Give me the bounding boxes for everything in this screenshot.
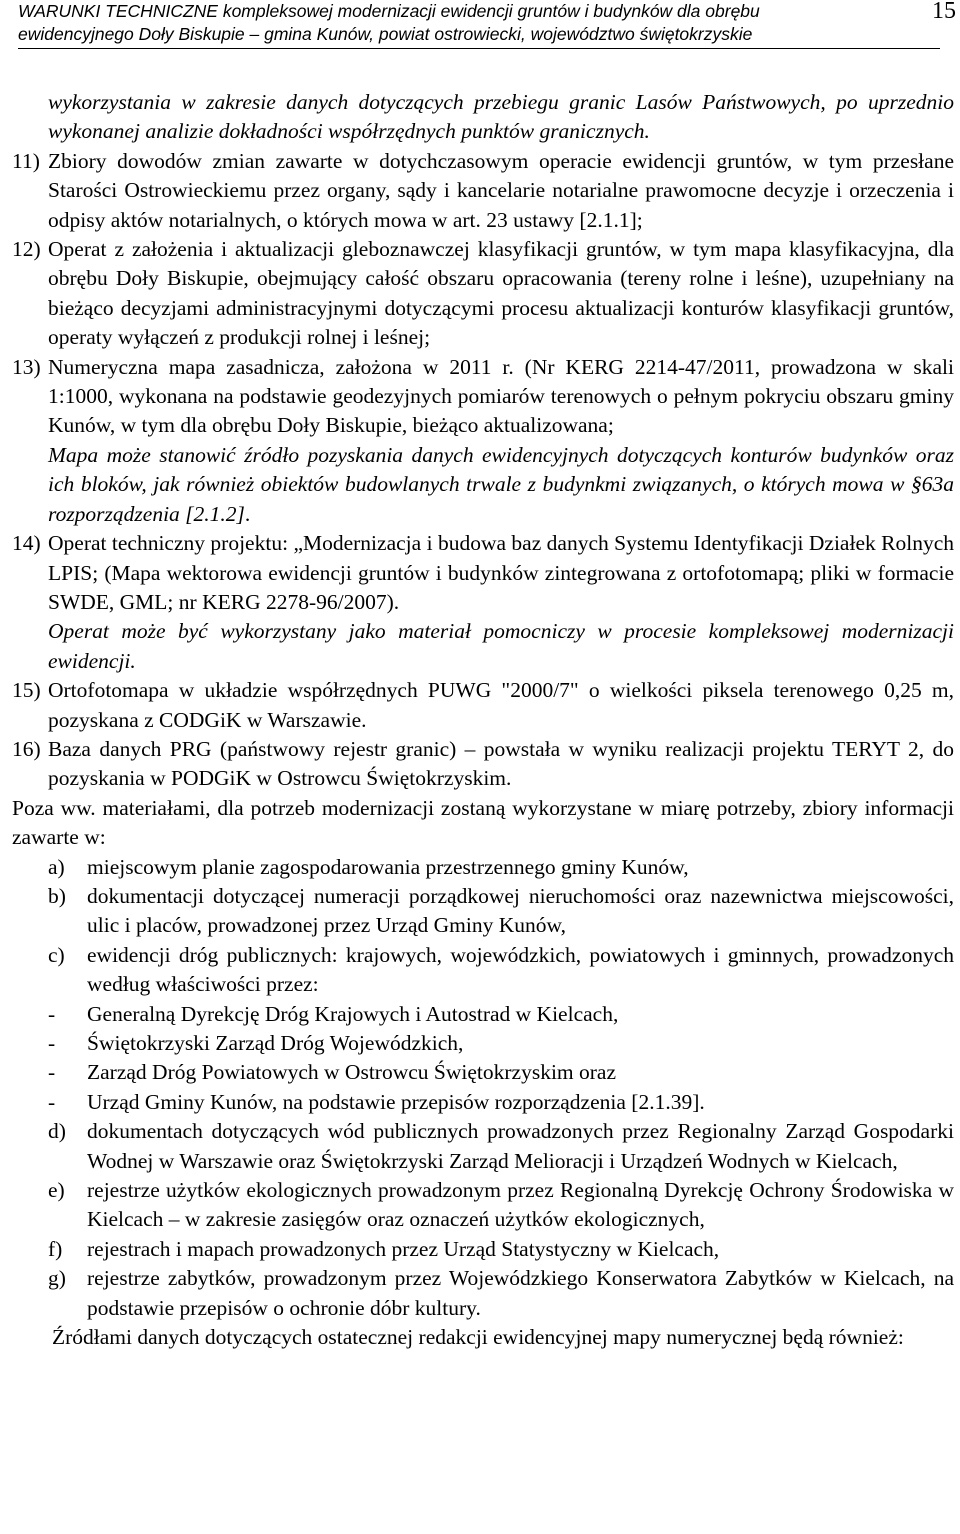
item-note: Operat może być wykorzystany jako materiał pomocniczy w procesie kompleksowej modernizacji ewidencji. <box>48 619 954 673</box>
sub-item-mark: b) <box>48 883 66 908</box>
sub-item-f <box>12 1235 954 1264</box>
header-line-2: ewidencyjnego Doły Biskupie – gmina Kunów, powiat ostrowiecki, województwo świętokrzyskie <box>18 24 753 44</box>
list-item-15 <box>12 676 954 735</box>
list-item-13 <box>12 353 954 529</box>
list-item-16 <box>12 735 954 794</box>
item-note-tail: . <box>244 501 251 526</box>
item-note <box>48 441 954 529</box>
item-text: Operat z założenia i aktualizacji gleboznawczej klasyfikacji gruntów, w tym mapa klasyfikacyjna, dla obrębu Doły Biskupie, obejmujący całość obszaru opracowania (tereny rolne i leśne), uzupełniany na bieżąco decyzjami administracyjnymi dotyczącymi procesu aktualizacji konturów klasyfikacji gruntów, operaty wyłączeń z produkcji rolnej i leśnej; <box>48 237 954 350</box>
sub-item-text: dokumentach dotyczących wód publicznych prowadzonych przez Regionalny Zarząd Gospodarki Wodnej w Warszawie oraz Świętokrzyski Zarząd Melioracji i Urządzeń Wodnych w Kielcach, <box>87 1119 954 1173</box>
list-item-14 <box>12 529 954 676</box>
sub-item-dash <box>12 1058 954 1087</box>
document-body <box>12 88 954 1352</box>
list-item-11 <box>12 147 954 235</box>
sub-item-text: Generalną Dyrekcję Dróg Krajowych i Autostrad w Kielcach, <box>87 1001 619 1026</box>
item-note-text: Mapa może stanowić źródło pozyskania danych ewidencyjnych dotyczących konturów budynków oraz ich bloków, jak również obiektów budowlanych trwale z budynkmi związanych, o których mowa w §63a rozporządzenia [2.1.2] <box>48 442 954 526</box>
sub-item-mark: d) <box>48 1119 66 1144</box>
sub-item-mark: a) <box>48 854 65 879</box>
sub-item-text: rejestrze użytków ekologicznych prowadzonym przez Regionalną Dyrekcję Ochrony Środowiska w Kielcach – w zakresie zasięgów oraz oznaczeń użytków ekologicznych, <box>87 1178 954 1232</box>
sub-item-a <box>12 853 954 882</box>
sub-item-text: rejestrach i mapach prowadzonych przez Urząd Statystyczny w Kielcach, <box>87 1236 720 1261</box>
sub-item-mark: e) <box>48 1178 65 1203</box>
sub-item-mark: - <box>48 1031 56 1055</box>
sub-item-text: Zarząd Dróg Powiatowych w Ostrowcu Świętokrzyskim oraz <box>87 1060 617 1085</box>
item-number: 15) <box>12 678 41 703</box>
item-text: Zbiory dowodów zmian zawarte w dotychczasowym operacie ewidencji gruntów, w tym przesłane Starości Ostrowieckiemu przez organy, sądy i kancelarie notarialne prawomocne decyzje i orzeczenia i odpisy aktów notarialnych, o których mowa w art. 23 ustawy [2.1.1]; <box>48 148 954 232</box>
list-item-12 <box>12 235 954 353</box>
header-divider <box>18 48 940 49</box>
page-number: 15 <box>932 0 956 24</box>
page-header <box>18 0 956 48</box>
sub-item-text: Świętokrzyski Zarząd Dróg Wojewódzkich, <box>87 1031 464 1055</box>
sub-item-text: Urząd Gminy Kunów, na podstawie przepisów rozporządzenia [2.1.39]. <box>87 1089 705 1114</box>
sub-item-dash <box>12 1088 954 1117</box>
item-text: Baza danych PRG (państwowy rejestr granic) – powstała w wyniku realizacji projektu TERYT 2, do pozyskania w PODGiK w Ostrowcu Świętokrzyskim. <box>48 736 954 791</box>
sub-item-d <box>12 1117 954 1176</box>
sub-item-mark: - <box>48 1001 56 1026</box>
sub-item-g <box>12 1264 954 1323</box>
sub-item-mark: - <box>48 1089 56 1114</box>
sub-item-mark: g) <box>48 1266 66 1291</box>
item-text: Ortofotomapa w układzie współrzędnych PUWG "2000/7" o wielkości piksela terenowego 0,25 m, pozyskana z CODGiK w Warszawie. <box>48 678 954 732</box>
sub-item-mark: f) <box>48 1236 63 1261</box>
header-line-1: WARUNKI TECHNICZNE kompleksowej modernizacji ewidencji gruntów i budynków dla obrębu <box>18 1 760 21</box>
sub-item-text: ewidencji dróg publicznych: krajowych, wojewódzkich, powiatowych i gminnych, prowadzonych według właściwości przez: <box>87 942 954 997</box>
item-number: 11) <box>12 148 40 173</box>
sub-item-mark: c) <box>48 942 65 967</box>
sub-item-e <box>12 1176 954 1235</box>
sub-item-dash <box>12 1000 954 1029</box>
sub-item-c <box>12 941 954 1000</box>
closing-paragraph: Źródłami danych dotyczących ostatecznej redakcji ewidencyjnej mapy numerycznej będą również: <box>52 1325 904 1350</box>
intro-paragraph: wykorzystania w zakresie danych dotyczących przebiegu granic Lasów Państwowych, po uprzednio wykonanej analizie dokładności współrzędnych punktów granicznych. <box>48 90 954 144</box>
sub-item-text: dokumentacji dotyczącej numeracji porządkowej nieruchomości oraz nazewnictwa miejscowości, ulic i placów, prowadzonej przez Urząd Gminy Kunów, <box>87 883 954 938</box>
sub-item-b <box>12 882 954 941</box>
item-number: 12) <box>12 237 41 262</box>
sub-item-text: rejestrze zabytków, prowadzonym przez Wojewódzkiego Konserwatora Zabytków w Kielcach, na podstawie przepisów o ochronie dóbr kultury. <box>87 1266 954 1320</box>
item-text: Numeryczna mapa zasadnicza, założona w 2011 r. (Nr KERG 2214-47/2011, prowadzona w skali 1:1000, wykonana na podstawie geodezyjnych pomiarów terenowych o pełnym pokryciu obszaru gminy Kunów, w tym dla obrębu Doły Biskupie, bieżąco aktualizowana; <box>48 354 954 438</box>
item-number: 16) <box>12 736 41 761</box>
item-number: 13) <box>12 354 41 379</box>
poza-paragraph: Poza ww. materiałami, dla potrzeb modernizacji zostaną wykorzystane w miarę potrzeby, zbiory informacji zawarte w: <box>12 795 954 850</box>
sub-item-dash <box>12 1029 954 1058</box>
sub-item-mark: - <box>48 1060 56 1085</box>
sub-item-text: miejscowym planie zagospodarowania przestrzennego gminy Kunów, <box>87 854 689 879</box>
item-text: Operat techniczny projektu: „Modernizacja i budowa baz danych Systemu Identyfikacji Działek Rolnych LPIS; (Mapa wektorowa ewidencji gruntów i budynków zintegrowana z ortofotomapą; pliki w formacie SWDE, GML; nr KERG 2278-96/2007). <box>48 531 954 614</box>
item-number: 14) <box>12 531 41 556</box>
